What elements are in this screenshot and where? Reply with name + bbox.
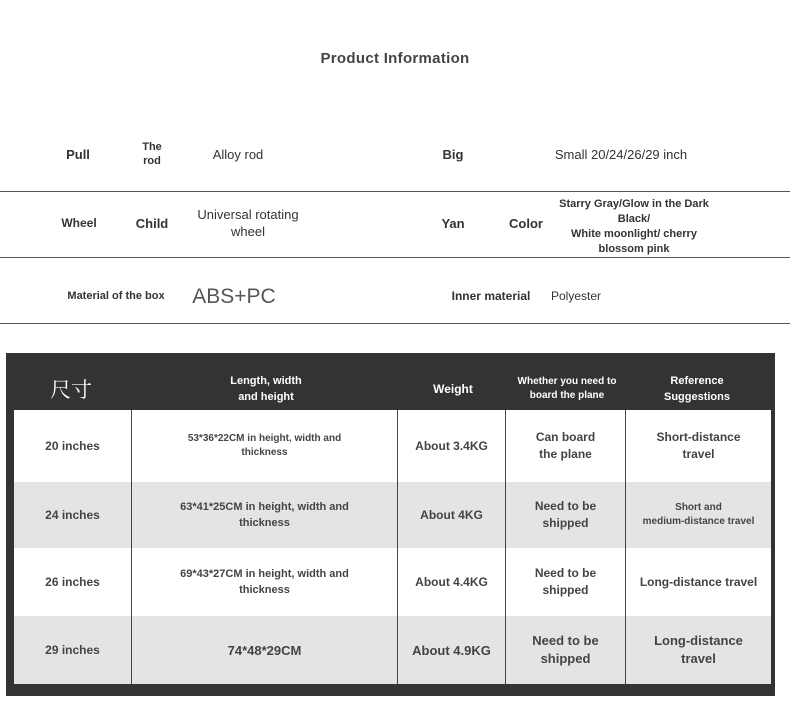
info-value-box-material: ABS+PC [192,285,276,308]
spec-grid [14,410,771,684]
info-label-yan: Yan [441,215,465,231]
column-divider [505,410,506,684]
header-size: 尺寸 [50,379,92,402]
header-reference: Reference Suggestions [663,375,730,403]
column-divider [625,410,626,684]
cell-dimensions: 63*41*25CM in height, width and thickness [180,501,349,529]
cell-size: 24 inches [45,508,100,522]
cell-size: 26 inches [45,575,100,589]
info-value-size: Small 20/24/26/29 inch [554,146,688,162]
table-row [14,616,771,684]
info-label-inner-material: Inner material [451,289,531,303]
cell-dimensions: 53*36*22CM in height, width and thickness [187,433,342,458]
divider [0,323,790,324]
cell-board: Can board the plane [535,430,596,461]
cell-board: Need to be shipped [534,566,597,597]
table-row [14,482,771,548]
info-sublabel-color: Color [509,215,543,231]
header-board: Whether you need to board the plane [517,376,617,401]
cell-reference: Long-distance travel [654,633,743,666]
cell-reference: Long-distance travel [639,575,758,589]
info-label-wheel: Wheel [61,216,97,230]
header-dimensions: Length, width and height [230,375,302,403]
cell-dimensions: 74*48*29CM [227,642,302,658]
info-value-rod: Alloy rod [212,146,264,162]
cell-weight: About 4.9KG [412,642,491,658]
divider [0,257,790,258]
info-value-inner-material: Polyester [550,289,602,303]
page-title: Product Information [320,50,470,67]
cell-reference: Short and medium-distance travel [642,502,755,527]
cell-reference: Short-distance travel [656,430,741,461]
cell-weight: About 3.4KG [415,439,488,453]
header-weight: Weight [433,382,473,396]
column-divider [131,410,132,684]
cell-board: Need to be shipped [534,499,597,530]
info-label-pull: Pull [66,146,90,162]
cell-dimensions: 69*43*27CM in height, width and thickness [180,568,349,596]
info-sublabel-child: Child [135,215,169,231]
column-divider [397,410,398,684]
info-label-big: Big [442,146,464,162]
info-value-colors: Starry Gray/Glow in the Dark Black/ White moonlight/ cherry blossom pink [559,198,709,255]
cell-size: 20 inches [45,439,100,453]
table-row [14,548,771,616]
table-row [14,410,771,482]
info-label-box-material: Material of the box [67,290,165,302]
info-value-wheel: Universal rotating wheel [197,207,299,239]
cell-weight: About 4KG [420,508,483,522]
cell-size: 29 inches [45,643,100,657]
cell-board: Need to be shipped [532,633,599,666]
cell-weight: About 4.4KG [415,575,488,589]
divider [0,191,790,192]
info-sublabel-rod: The rod [142,141,162,167]
